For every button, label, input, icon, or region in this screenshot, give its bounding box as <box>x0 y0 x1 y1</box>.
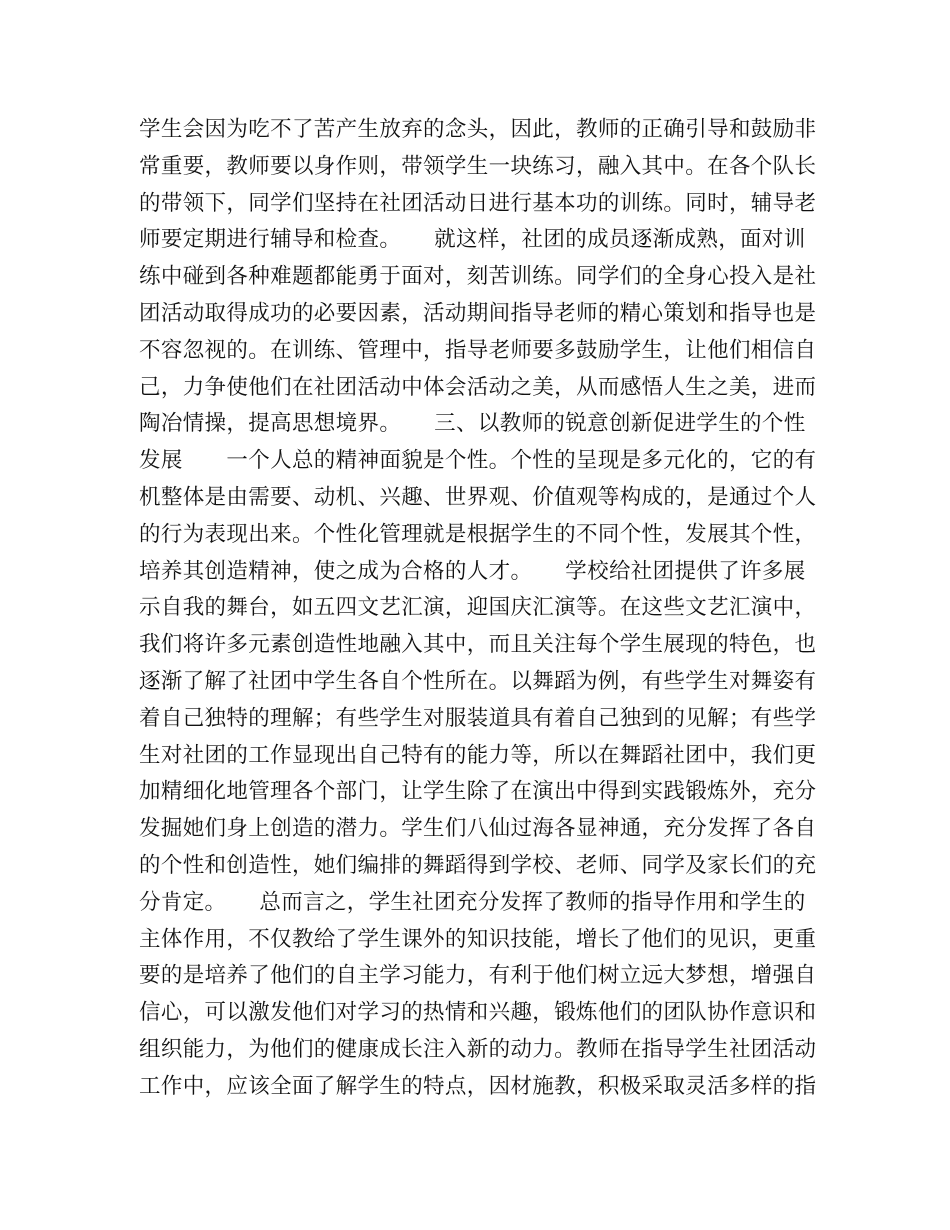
text-line: 主体作用，不仅教给了学生课外的知识技能，增长了他们的见识，更重 <box>139 926 817 952</box>
text-line: 的带领下，同学们坚持在社团活动日进行基本功的训练。同时，辅导老 <box>139 190 817 216</box>
text-line: 培养其创造精神，使之成为合格的人才。 学校给社团提供了许多展 <box>139 558 806 584</box>
text-line: 的行为表现出来。个性化管理就是根据学生的不同个性，发展其个性， <box>139 521 817 547</box>
text-line: 团活动取得成功的必要因素，活动期间指导老师的精心策划和指导也是 <box>139 300 817 326</box>
text-line: 生对社团的工作显现出自己特有的能力等，所以在舞蹈社团中，我们更 <box>139 742 817 768</box>
body-text <box>139 112 829 1106</box>
text-line: 的个性和创造性，她们编排的舞蹈得到学校、老师、同学及家长们的充 <box>139 852 817 878</box>
text-line: 发展 一个人总的精神面貌是个性。个性的呈现是多元化的，它的有 <box>139 448 817 474</box>
text-line: 机整体是由需要、动机、兴趣、世界观、价值观等构成的，是通过个人 <box>139 484 817 510</box>
text-line: 我们将许多元素创造性地融入其中，而且关注每个学生展现的特色，也 <box>139 632 817 658</box>
text-line: 工作中，应该全面了解学生的特点，因材施教，积极采取灵活多样的指 <box>139 1073 817 1099</box>
text-line: 常重要，教师要以身作则，带领学生一块练习，融入其中。在各个队长 <box>139 153 817 179</box>
text-line: 信心，可以激发他们对学习的热情和兴趣，锻炼他们的团队协作意识和 <box>139 1000 817 1026</box>
text-line: 练中碰到各种难题都能勇于面对，刻苦训练。同学们的全身心投入是社 <box>139 264 817 290</box>
text-line: 师要定期进行辅导和检查。 就这样，社团的成员逐渐成熟，面对训 <box>139 227 806 253</box>
text-line: 己，力争使他们在社团活动中体会活动之美，从而感悟人生之美，进而 <box>139 374 817 400</box>
text-line: 分肯定。 总而言之，学生社团充分发挥了教师的指导作用和学生的 <box>139 889 806 915</box>
text-line: 示自我的舞台，如五四文艺汇演，迎国庆汇演等。在这些文艺汇演中， <box>139 595 817 621</box>
text-line: 要的是培养了他们的自主学习能力，有利于他们树立远大梦想，增强自 <box>139 963 817 989</box>
text-line: 陶冶情操，提高思想境界。 三、以教师的锐意创新促进学生的个性 <box>139 411 806 437</box>
text-line: 着自己独特的理解；有些学生对服装道具有着自己独到的见解；有些学 <box>139 705 817 731</box>
text-line: 不容忽视的。在训练、管理中，指导老师要多鼓励学生，让他们相信自 <box>139 337 817 363</box>
text-line: 组织能力，为他们的健康成长注入新的动力。教师在指导学生社团活动 <box>139 1036 817 1062</box>
text-line: 加精细化地管理各个部门，让学生除了在演出中得到实践锻炼外，充分 <box>139 779 817 805</box>
text-line: 逐渐了解了社团中学生各自个性所在。以舞蹈为例，有些学生对舞姿有 <box>139 668 817 694</box>
text-line: 学生会因为吃不了苦产生放弃的念头，因此，教师的正确引导和鼓励非 <box>139 117 817 142</box>
text-line: 发掘她们身上创造的潜力。学生们八仙过海各显神通，充分发挥了各自 <box>139 816 817 842</box>
